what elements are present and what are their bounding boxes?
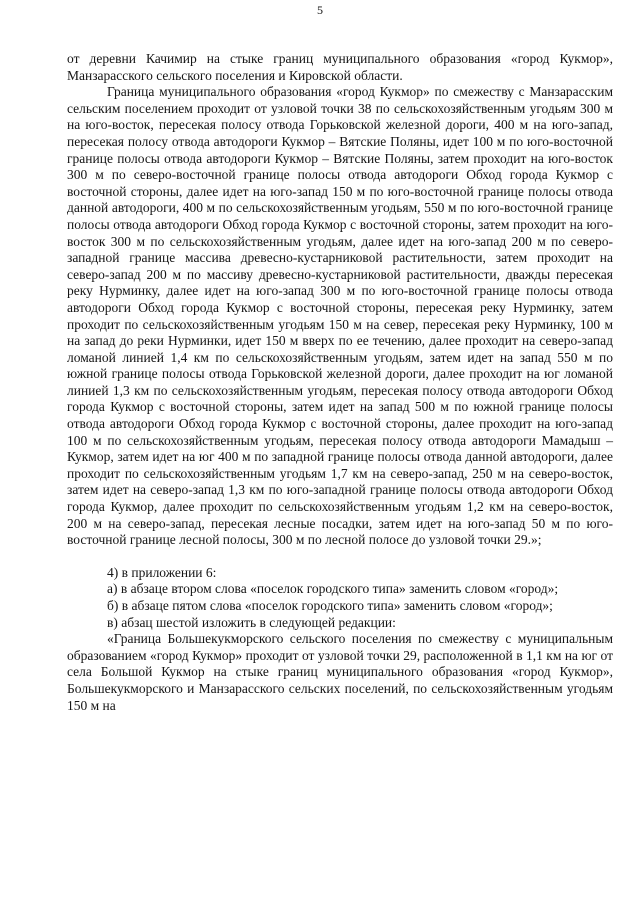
paragraph-item-v: в) абзац шестой изложить в следующей редакции: [107,614,396,630]
document-body [67,51,613,714]
page-number: 5 [317,3,323,17]
paragraph-boundary-bolshekukmor: «Граница Большекукморского сельского поселения по смежеству с муниципальным образованием «город Кукмор» проходит от узловой точки 29, расположенной в 1,1 км на юг от села Большой Кукмор на стыке границ муниципального образования «город Кукмор», Большекукморского и Манзарасского сельских поселений, по сельскохозяйственным угодьям 150 м на [67,631,613,713]
paragraph-item-a: а) в абзаце втором слова «поселок городского типа» заменить словом «город»; [107,581,559,597]
paragraph-village-kachimir: от деревни Качимир на стыке границ муниципального образования «город Кукмор», Манзарасского сельского поселения и Кировской области. [67,51,613,83]
paragraph-item-b: б) в абзаце пятом слова «поселок городского типа» заменить словом «город»; [107,598,553,613]
paragraph-appendix-6: 4) в приложении 6: [107,564,217,580]
paragraph-gap [67,549,613,565]
paragraph-boundary-manzaras: Граница муниципального образования «город Кукмор» по смежеству с Манзарасским сельским поселением проходит от узловой точки 38 по сельскохозяйственным угодьям 300 м на юго-восток, пересекая полосу отвода Горьковской железной дороги, 400 м на юго-запад, пересекая полосу отвода автодороги Кукмор – Вятские Поляны, идет 100 м по юго-восточной границе полосы отвода автодороги Кукмор – Вятские Поляны, затем проходит на юго-восток 300 м по северо-восточной границе полосы отвода автодороги Обход города Кукмор с восточной стороны, далее идет на юго-запад 150 м по юго-восточной границе полосы отвода данной автодороги, 400 м по сельскохозяйственным угодьям, 550 м по юго-восточной границе полосы отвода автодороги Обход города Кукмор с восточной стороны, затем проходит на юго-восток 300 м по сельскохозяйственным угодьям, далее идет на юго-запад 200 м по северо-западной границе массива древесно-кустарниковой растительности, затем проходит на северо-запад 200 м по массиву древесно-кустарниковой растительности, дважды пересекая реку Нурминку, далее идет на юго-запад 300 м по юго-восточной границе полосы отвода автодороги Обход города Кукмор с восточной стороны, пересекая реку Нурминку, затем проходит по сельскохозяйственным угодьям 150 м на север, пересекая реку Нурминку, 100 м на запад до реки Нурминки, идет 150 м вверх по ее течению, далее проходит на северо-запад ломаной линией 1,4 км по сельскохозяйственным угодьям, затем идет на запад 550 м по южной границе полосы отвода Горьковской железной дороги, далее проходит на юг ломаной линией 1,3 км по сельскохозяйственным угодьям, пересекая полосу отвода автодороги Обход города Кукмор с восточной стороны, затем идет на запад 500 м по южной границе полосы отвода автодороги Обход города Кукмор с восточной стороны, далее проходит на юго-запад 100 м по сельскохозяйственным угодьям, пересекая полосу отвода автодороги Мамадыш – Кукмор, затем идет на юг 400 м по западной границе полосы отвода данной автодороги, далее проходит по сельскохозяйственным угодьям 1,7 км на северо-запад, 250 м на северо-восток, затем идет на северо-запад 1,3 км по юго-западной границе полосы отвода автодороги Обход города Кукмор, далее проходит по сельскохозяйственным угодьям 1,2 км на северо-восток, 200 м на северо-запад, пересекая лесные посадки, затем идет на юго-запад 50 м по юго-восточной границе лесной полосы, 300 м по лесной полосе до узловой точки 29.»; [67,84,613,548]
